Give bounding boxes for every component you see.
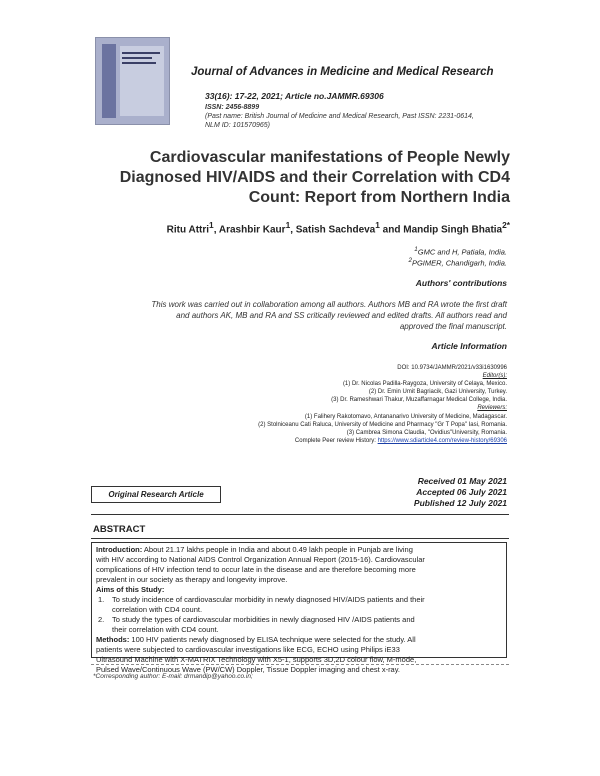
journal-issn: ISSN: 2456-8899	[205, 104, 260, 111]
abstract-methods: Methods: 100 HIV patients newly diagnosed by ELISA technique were selected for the study. All patients were subjected to cardiovascular investigations like ECG, ECHO using Philips iE33 Ultrasound Machine with X-MATRIX Technology with X5-1, supports 3D,2D colour flow, M-mode, Pulsed Wave/Continuous Wave (PW/CW) Doppler, Tissue Doppler imaging and chest x-ray.	[96, 635, 417, 674]
reviewer-entry: (3) Cambrea Simona Claudia, "Ovidius"University, Romania.	[346, 430, 507, 436]
author-name: Satish Sachdeva	[295, 224, 376, 236]
article-title: Cardiovascular manifestations of People Newly Diagnosed HIV/AIDS and their Correlation with CD4 Count: Report from Northern India	[119, 149, 510, 206]
abstract-heading: ABSTRACT	[93, 524, 146, 535]
review-history: Complete Peer review History: https://www.sdiarticle4.com/review-history/69306	[294, 438, 507, 444]
author-name: Mandip Singh Bhatia	[403, 224, 503, 236]
aim-item: To study incidence of cardiovascular morbidity in newly diagnosed HIV/AIDS patients and their correlation with CD4 count.	[112, 595, 425, 614]
author-name: Ritu Attri	[166, 224, 210, 236]
date-published: Published 12 July 2021	[413, 498, 507, 508]
journal-cover-image	[95, 37, 170, 125]
section-divider	[91, 514, 509, 515]
editor-entry: (3) Dr. Rameshwari Thakur, Muzaffarnagar Medical College, India.	[331, 397, 507, 403]
aim-number: 1.	[98, 595, 105, 604]
contributions-heading: Authors' contributions	[415, 278, 507, 288]
affiliation: $^1$GMC and H, Patiala, India.	[414, 246, 507, 257]
journal-past-name: (Past name: British Journal of Medicine and Medical Research, Past ISSN: 2231-0614,	[205, 113, 474, 120]
editor-entry: (1) Dr. Nicolas Padilla-Raygoza, University of Celaya, Mexico.	[342, 381, 507, 387]
journal-name: Journal of Advances in Medicine and Medical Research	[191, 66, 494, 78]
author-name: Arashbir Kaur	[218, 224, 286, 236]
aims-heading: Aims of this Study:	[96, 585, 165, 594]
date-accepted: Accepted 06 July 2021	[416, 487, 507, 497]
abstract-introduction: Introduction: About 21.17 lakhs people in India and about 0.49 lakh people in Punjab are living with HIV according to National AIDS Control Organization Annual Report (2015-16). Cardiovascular complications of HIV infection tend to occur late in the disease and are therefore becoming more prevalent in our society as therapy and longevity improve.	[96, 545, 425, 584]
reviewer-entry: (2) Stolniceanu Cati Raluca, University of Medicine and Pharmacy "Gr T Popa" Iasi, Romania.	[258, 422, 507, 428]
contributions-text: This work was carried out in collaboration among all authors. Authors MB and RA wrote the first draft and authors AK, MB and RA and SS critically reviewed and edited drafts. All authors read and approved the final manuscript.	[151, 300, 507, 331]
footnote-divider	[91, 664, 509, 665]
author-list: Ritu Attri$^1$, Arashbir Kaur$^1$, Satish Sachdeva$^1$ and Mandip Singh Bhatia$^{2*}$	[166, 220, 510, 236]
reviewer-entry: (1) Falihery Rakotomavo, Antananarivo University of Medicine, Madagascar.	[304, 414, 507, 420]
editor-entry: (2) Dr. Emin Umit Bagriacik, Gazi University, Turkey.	[368, 389, 507, 395]
corresponding-author-footnote: *Corresponding author: E-mail: drmandip@yahoo.co.in;	[93, 673, 253, 680]
article-info-heading: Article Information	[431, 341, 507, 351]
article-type-badge: Original Research Article	[91, 486, 221, 503]
reviewers-label: Reviewers:	[477, 405, 507, 411]
aim-item: To study the types of cardiovascular morbidities in newly diagnosed HIV /AIDS patients and their correlation with CD4 count.	[112, 615, 415, 634]
aim-number: 2.	[98, 615, 105, 624]
doi: DOI: 10.9734/JAMMR/2021/v33i1630996	[397, 365, 507, 371]
affiliation: $^2$PGIMER, Chandigarh, India.	[408, 257, 507, 268]
section-divider	[91, 538, 509, 539]
journal-issue: 33(16): 17-22, 2021; Article no.JAMMR.69306	[205, 91, 384, 101]
review-history-link[interactable]: https://www.sdiarticle4.com/review-history/69306	[377, 438, 507, 444]
editors-label: Editor(s):	[482, 373, 507, 379]
journal-nlm-id: NLM ID: 101570965)	[205, 122, 270, 129]
date-received: Received 01 May 2021	[417, 476, 507, 486]
